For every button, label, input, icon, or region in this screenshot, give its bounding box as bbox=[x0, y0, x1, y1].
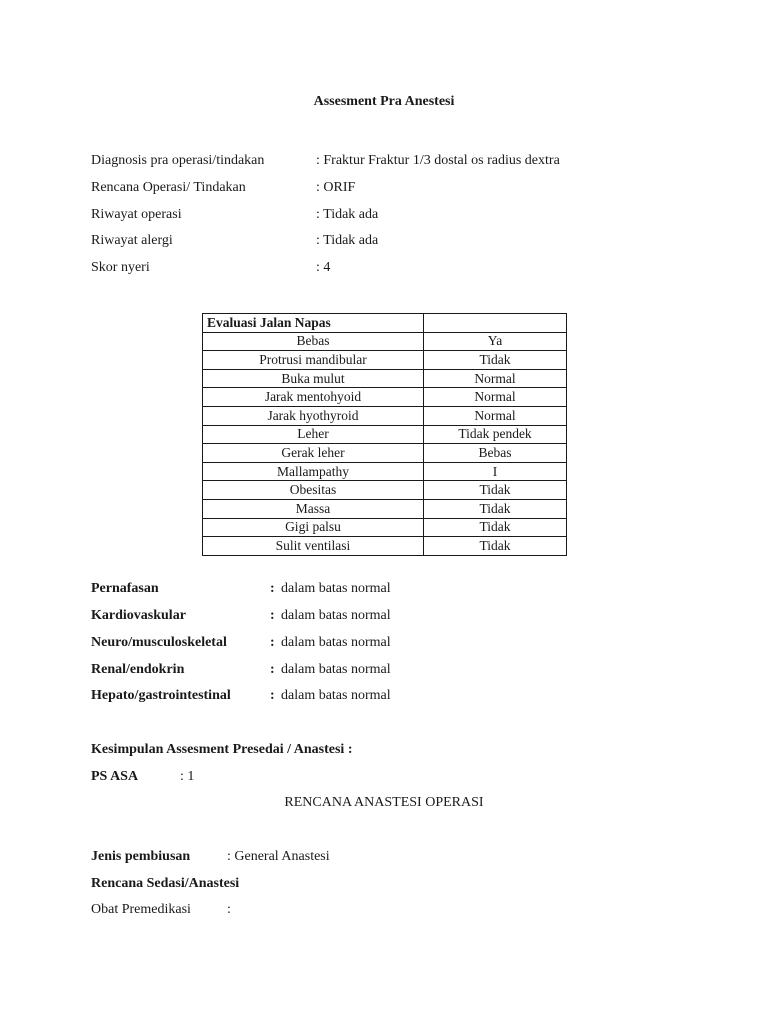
table-cell-item: Leher bbox=[203, 425, 424, 444]
info-value-skor-nyeri: : 4 bbox=[316, 260, 331, 275]
jenis-pembiusan-value: : General Anastesi bbox=[227, 849, 330, 864]
table-cell-item: Gigi palsu bbox=[203, 518, 424, 537]
table-row bbox=[203, 406, 567, 425]
table-cell-value: Tidak bbox=[424, 518, 567, 537]
system-colon: : bbox=[270, 662, 275, 677]
table-cell-value: Normal bbox=[424, 388, 567, 407]
info-label-rencana-operasi: Rencana Operasi/ Tindakan bbox=[91, 180, 246, 195]
table-row bbox=[203, 425, 567, 444]
table-cell-item: Bebas bbox=[203, 332, 424, 351]
table-header-value-cell bbox=[424, 314, 567, 333]
table-cell-value: Tidak bbox=[424, 537, 567, 556]
info-label-riwayat-operasi: Riwayat operasi bbox=[91, 207, 182, 222]
table-cell-value: Ya bbox=[424, 332, 567, 351]
system-label-neuro: Neuro/musculoskeletal bbox=[91, 635, 227, 650]
system-label-hepato: Hepato/gastrointestinal bbox=[91, 688, 231, 703]
table-cell-item: Protrusi mandibular bbox=[203, 351, 424, 370]
airway-evaluation-table bbox=[202, 313, 567, 556]
info-value-riwayat-operasi: : Tidak ada bbox=[316, 207, 379, 222]
system-label-renal: Renal/endokrin bbox=[91, 662, 185, 677]
system-value-neuro: dalam batas normal bbox=[281, 635, 391, 650]
table-cell-value: Tidak bbox=[424, 351, 567, 370]
system-colon: : bbox=[270, 688, 275, 703]
document-title: Assesment Pra Anestesi bbox=[313, 94, 455, 109]
table-row bbox=[203, 388, 567, 407]
table-cell-item: Buka mulut bbox=[203, 369, 424, 388]
system-label-kardiovaskular: Kardiovaskular bbox=[91, 608, 186, 623]
table-cell-item: Obesitas bbox=[203, 481, 424, 500]
info-value-diagnosis: : Fraktur Fraktur 1/3 dostal os radius dextra bbox=[316, 153, 560, 168]
table-cell-value: Bebas bbox=[424, 444, 567, 463]
table-cell-item: Sulit ventilasi bbox=[203, 537, 424, 556]
table-cell-value: Normal bbox=[424, 406, 567, 425]
system-colon: : bbox=[270, 608, 275, 623]
table-cell-value: Tidak bbox=[424, 499, 567, 518]
table-row bbox=[203, 351, 567, 370]
table-cell-value: Normal bbox=[424, 369, 567, 388]
table-header-cell: Evaluasi Jalan Napas bbox=[203, 314, 424, 333]
conclusion-heading: Kesimpulan Assesment Presedai / Anastesi : bbox=[91, 742, 353, 757]
table-cell-value: Tidak bbox=[424, 481, 567, 500]
table-row bbox=[203, 499, 567, 518]
table-row bbox=[203, 332, 567, 351]
table-header-row bbox=[203, 314, 567, 333]
system-colon: : bbox=[270, 635, 275, 650]
table-row bbox=[203, 481, 567, 500]
system-label-pernafasan: Pernafasan bbox=[91, 581, 159, 596]
table-cell-value: I bbox=[424, 462, 567, 481]
jenis-pembiusan-label: Jenis pembiusan bbox=[91, 849, 191, 864]
table-cell-item: Massa bbox=[203, 499, 424, 518]
obat-premedikasi-value: : bbox=[227, 902, 231, 917]
table-row bbox=[203, 444, 567, 463]
system-value-kardiovaskular: dalam batas normal bbox=[281, 608, 391, 623]
table-row bbox=[203, 537, 567, 556]
info-label-riwayat-alergi: Riwayat alergi bbox=[91, 233, 173, 248]
rencana-sedasi-heading: Rencana Sedasi/Anastesi bbox=[91, 876, 240, 891]
obat-premedikasi-label: Obat Premedikasi bbox=[91, 902, 191, 917]
plan-heading: RENCANA ANASTESI OPERASI bbox=[284, 795, 484, 810]
table-cell-item: Jarak hyothyroid bbox=[203, 406, 424, 425]
asa-label: PS ASA bbox=[91, 769, 139, 784]
system-colon: : bbox=[270, 581, 275, 596]
table-cell-item: Gerak leher bbox=[203, 444, 424, 463]
info-label-skor-nyeri: Skor nyeri bbox=[91, 260, 150, 275]
system-value-renal: dalam batas normal bbox=[281, 662, 391, 677]
table-row bbox=[203, 462, 567, 481]
table-row bbox=[203, 369, 567, 388]
info-label-diagnosis: Diagnosis pra operasi/tindakan bbox=[91, 153, 265, 168]
system-value-pernafasan: dalam batas normal bbox=[281, 581, 391, 596]
system-value-hepato: dalam batas normal bbox=[281, 688, 391, 703]
table-cell-value: Tidak pendek bbox=[424, 425, 567, 444]
info-value-riwayat-alergi: : Tidak ada bbox=[316, 233, 379, 248]
table-row bbox=[203, 518, 567, 537]
table-cell-item: Jarak mentohyoid bbox=[203, 388, 424, 407]
info-value-rencana-operasi: : ORIF bbox=[316, 180, 356, 195]
asa-value: : 1 bbox=[180, 769, 195, 784]
table-cell-item: Mallampathy bbox=[203, 462, 424, 481]
